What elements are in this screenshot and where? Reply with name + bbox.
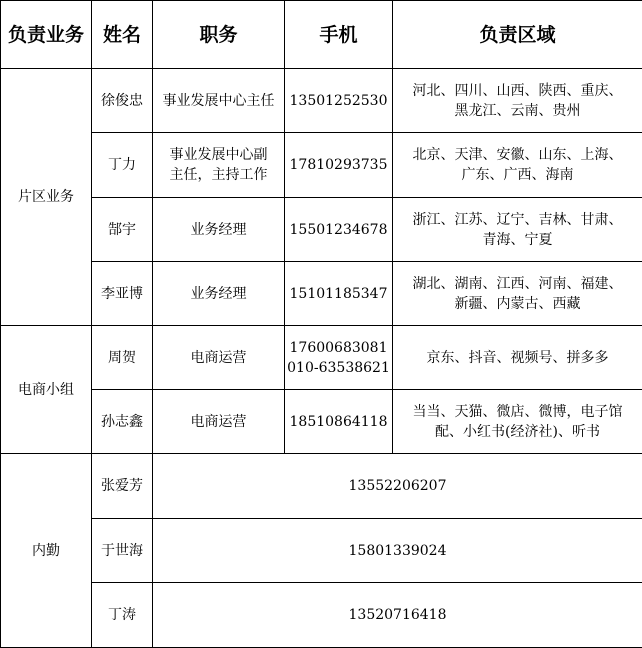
area-line: 湖北、湖南、江西、河南、福建、 [393, 274, 642, 294]
position-cell: 业务经理 [153, 198, 285, 262]
phone-cell: 15801339024 [153, 519, 642, 583]
table-row [1, 198, 642, 262]
area-line: 浙江、江苏、辽宁、吉林、甘肃、 [393, 210, 642, 230]
group-label-office: 内勤 [1, 454, 92, 648]
header-row [1, 1, 642, 69]
phone-cell: 15101185347 [285, 262, 393, 326]
table-row [1, 390, 642, 454]
area-cell [393, 262, 642, 326]
phone-cell: 13501252530 [285, 69, 393, 133]
area-line: 青海、宁夏 [393, 230, 642, 250]
table-row [1, 326, 642, 390]
phone-line: 17600683081 [285, 338, 392, 358]
name-cell: 于世海 [92, 519, 153, 583]
area-line: 黑龙江、云南、贵州 [393, 101, 642, 121]
header-position: 职务 [153, 1, 285, 69]
table-row [1, 583, 642, 648]
position-line: 主任，主持工作 [153, 165, 284, 185]
area-cell [393, 133, 642, 198]
name-cell: 李亚博 [92, 262, 153, 326]
group-label-regional: 片区业务 [1, 69, 92, 326]
header-phone: 手机 [285, 1, 393, 69]
name-cell: 孙志鑫 [92, 390, 153, 454]
phone-line: 010-63538621 [285, 358, 392, 378]
header-responsibility: 负责业务 [1, 1, 92, 69]
phone-cell [285, 326, 393, 390]
name-cell: 丁力 [92, 133, 153, 198]
phone-cell: 17810293735 [285, 133, 393, 198]
name-cell: 张爱芳 [92, 454, 153, 519]
table-row [1, 519, 642, 583]
phone-cell: 18510864118 [285, 390, 393, 454]
table-row [1, 454, 642, 519]
header-area: 负责区域 [393, 1, 642, 69]
name-cell: 丁涛 [92, 583, 153, 648]
table-row [1, 69, 642, 133]
area-line: 当当、天猫、微店、微博，电子馆 [393, 402, 642, 422]
position-line: 事业发展中心副 [153, 145, 284, 165]
table-row [1, 262, 642, 326]
name-cell: 徐俊忠 [92, 69, 153, 133]
phone-cell: 13552206207 [153, 454, 642, 519]
phone-cell: 15501234678 [285, 198, 393, 262]
phone-cell: 13520716418 [153, 583, 642, 648]
position-cell: 事业发展中心主任 [153, 69, 285, 133]
area-cell [393, 198, 642, 262]
area-line: 河北、四川、山西、陕西、重庆、 [393, 81, 642, 101]
area-line: 配、小红书(经济社)、听书 [393, 422, 642, 442]
name-cell: 郜宇 [92, 198, 153, 262]
area-line: 新疆、内蒙古、西藏 [393, 294, 642, 314]
area-line: 广东、广西、海南 [393, 165, 642, 185]
position-cell: 电商运营 [153, 390, 285, 454]
area-cell [393, 326, 642, 390]
area-line: 京东、抖音、视频号、拼多多 [393, 348, 642, 368]
area-line: 北京、天津、安徽、山东、上海、 [393, 145, 642, 165]
area-cell [393, 390, 642, 454]
table-row [1, 133, 642, 198]
position-cell: 业务经理 [153, 262, 285, 326]
position-cell [153, 133, 285, 198]
name-cell: 周贺 [92, 326, 153, 390]
position-cell: 电商运营 [153, 326, 285, 390]
group-label-ecommerce: 电商小组 [1, 326, 92, 454]
area-cell [393, 69, 642, 133]
header-name: 姓名 [92, 1, 153, 69]
